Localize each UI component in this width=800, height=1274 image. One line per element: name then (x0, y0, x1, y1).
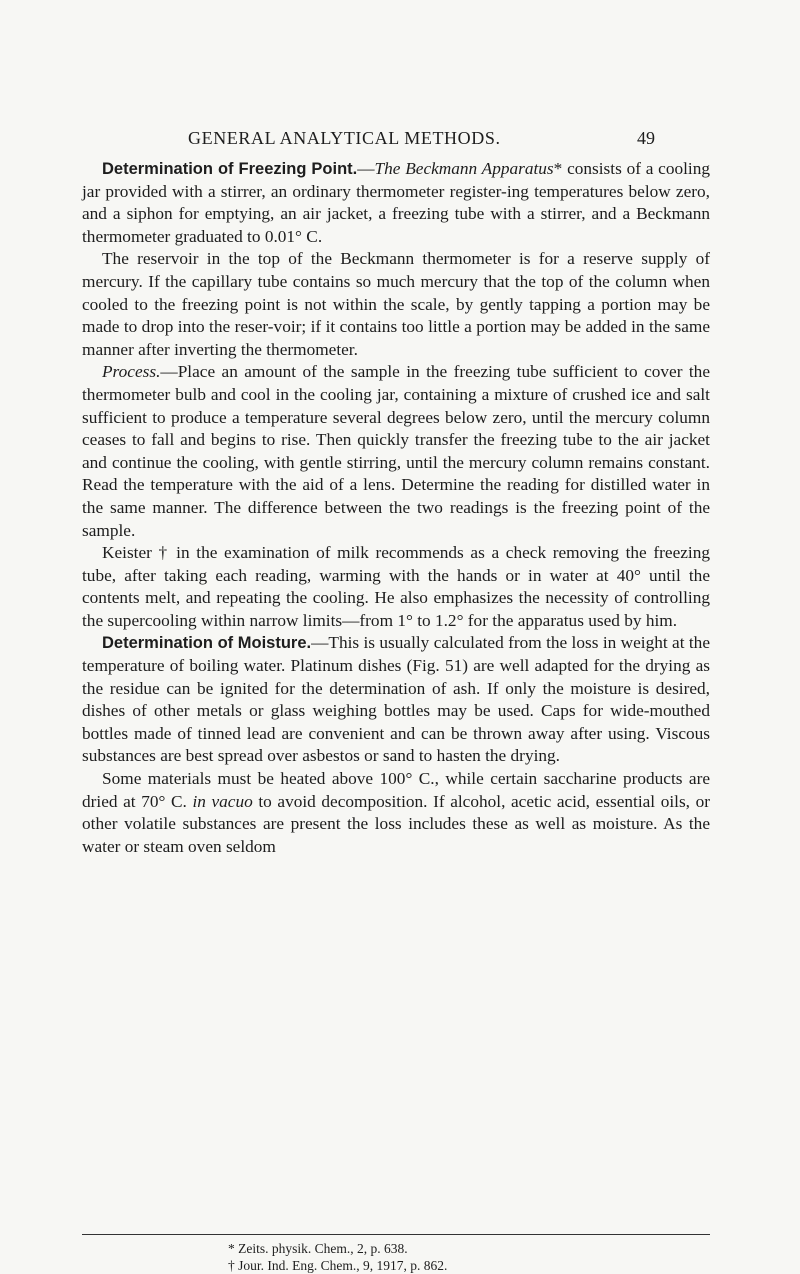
italic-in-vacuo: in vacuo (192, 791, 253, 811)
paragraph-text: —This is usually calculated from the loss in weight at the temperature of boiling water. Platinum dishes (Fig. 51) are well adapted for the drying as the residue can be ignited for the determination of ash. If only the moisture is desired, dishes of other metals or glass weighing bottles may be used. Caps for wide-mouthed bottles made of tinned lead are convenient and can be thrown away after using. Viscous substances are best spread over asbestos or sand to hasten the drying. (82, 633, 710, 766)
paragraph-reservoir: The reservoir in the top of the Beckmann thermometer is for a reserve supply of mercury. If the capillary tube contains so much mercury that the top of the column when cooled to the freezing point is not within the scale, by gently tapping a portion may be made to drop into the reser-voir; if it contains too little a portion may be added in the same manner after inverting the thermometer. (82, 249, 710, 359)
paragraph-freezing-point: Determination of Freezing Point.—The Beckmann Apparatus* consists of a cooling jar provided with a stirrer, an ordinary thermometer register-ing temperatures below zero, and a siphon for emptying, an air jacket, a freezing tube with a stirrer, and a Beckmann thermometer graduated to 0.01° C. (82, 159, 710, 246)
italic-process: Process. (102, 362, 161, 382)
paragraph-text: to avoid decomposition. If alcohol, acetic acid, essential oils, or other volatile substances are present the loss includes these as well as moisture. As the water or steam oven seldom (82, 791, 710, 856)
paragraph-text: consists of a cooling jar provided with a stirrer, an ordinary thermometer register-ing temperatures below zero, and a siphon for emptying, an air jacket, a freezing tube with a stirrer, and a Beckmann thermometer graduated to 0.01° C. (82, 159, 710, 246)
footnote-1: * Zeits. physik. Chem., 2, p. 638. (228, 1241, 408, 1256)
page-header (0, 128, 800, 152)
running-head: GENERAL ANALYTICAL METHODS. (188, 128, 501, 148)
heading-freezing-point: Determination of Freezing Point. (102, 160, 358, 178)
paragraph-keister: Keister † in the examination of milk recommends as a check removing the freezing tube, after taking each reading, warming with the hands or in water at 40° until the contents melt, and repeating the cooling. He also emphasizes the necessity of controlling the supercooling within narrow limits—from 1° to 1.2° for the apparatus used by him. (82, 543, 710, 630)
footnote-2: † Jour. Ind. Eng. Chem., 9, 1917, p. 862. (228, 1258, 448, 1273)
footnotes (228, 1240, 708, 1274)
body-text (82, 158, 710, 858)
paragraph-process (82, 361, 710, 542)
heading-moisture: Determination of Moisture. (102, 634, 312, 653)
italic-beckmann-apparatus: The Beckmann Apparatus (374, 159, 554, 178)
paragraph-moisture (82, 632, 710, 768)
paragraph-saccharine (82, 768, 710, 858)
page-number: 49 (637, 128, 655, 148)
paragraph-text: —Place an amount of the sample in the freezing tube sufficient to cover the thermometer bulb and cool in the cooling jar, containing a mixture of crushed ice and salt sufficient to produce a temperature several degrees below zero, until the mercury column ceases to fall and begins to rise. Then quickly transfer the freezing tube to the air jacket and continue the cooling, with gentle stirring, until the mercury column remains constant. Read the temperature with the aid of a lens. Determine the reading for distilled water in the same manner. The difference between the two readings is the freezing point of the sample. (82, 362, 710, 540)
paragraph-text: Some materials must be heated above 100° C., while certain saccharine products are dried at 70° C. (82, 769, 710, 811)
footnote-mark-star: * (553, 159, 563, 178)
footnote-rule (82, 1234, 710, 1235)
